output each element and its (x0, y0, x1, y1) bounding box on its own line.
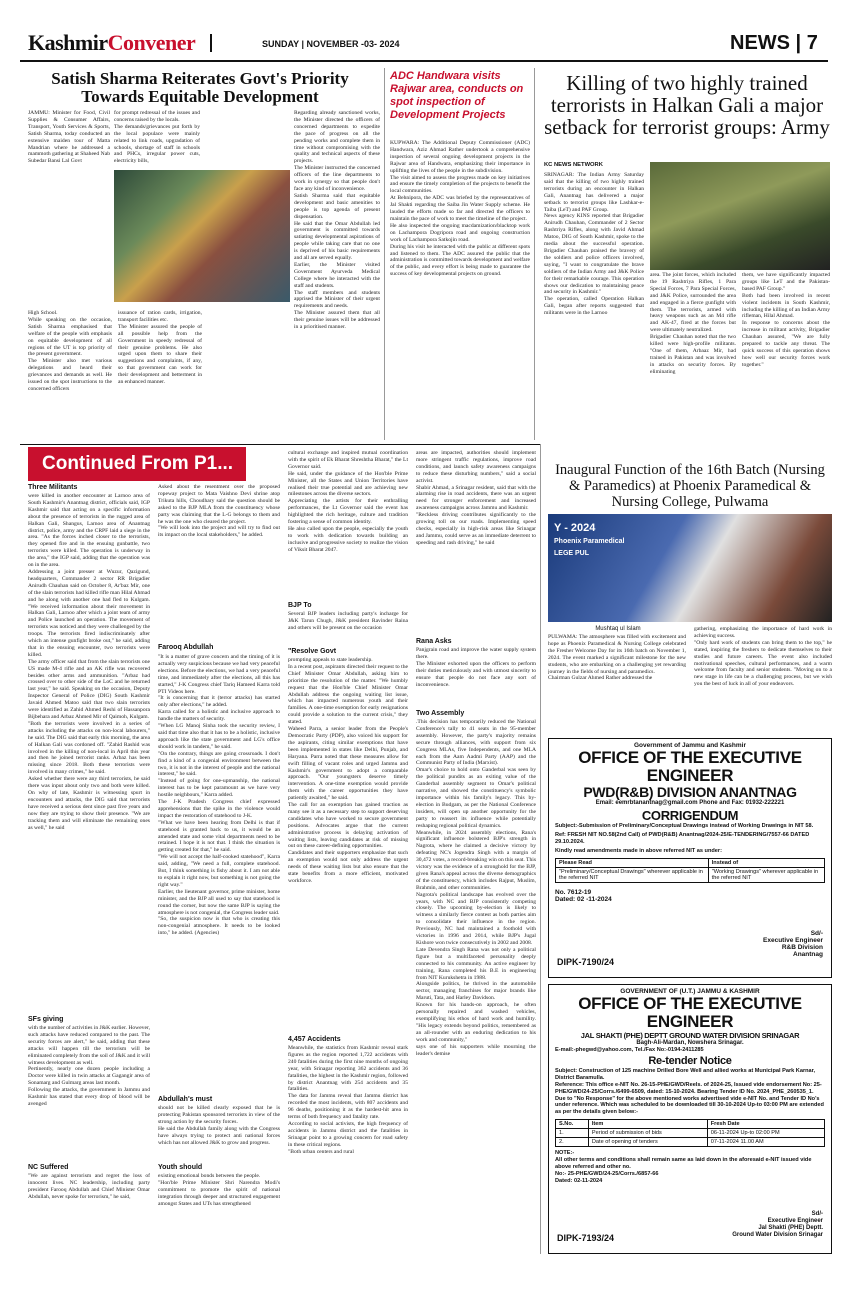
table-cell: 1. (556, 1129, 589, 1138)
story1-headline: Satish Sharma Reiterates Govt's Priority Towards Equitable Development (51, 69, 349, 106)
table-header: S.No. (556, 1120, 589, 1129)
table-cell: 06-11-2024 Up-to 02:00 PM (707, 1129, 824, 1138)
continued-col2d: existing emotional bonds between the people. "Hon'ble Prime Minister Shri Narendra Modi's commitment to promote the spirit of national integration through deeper and structured engagement amongst States and UTs has strengthened (158, 1173, 280, 1207)
continued-col2c: should not be killed clearly exposed that he is protecting Pakistan sponsored terrorists in view of the strong action by the security forces. He said the Abdullah family along with the Congress have always trying to protect anti national forces which has not allowed J&K to grow and progress. (158, 1105, 280, 1146)
notice-ref: Ref: FRESH NIT NO.58(2nd Call) of PWD(R&B) Anantnag/2024-25/E-TENDERING/7557-66 DATED 29.10.2024. (555, 831, 810, 845)
story3-photo (650, 162, 830, 270)
table-header: Instead of (708, 858, 824, 867)
issue-date: SUNDAY | NOVEMBER -03- 2024 (262, 39, 400, 49)
table-cell: 2. (556, 1138, 589, 1147)
continued-col3a: cultural exchange and inspired mutual coordination with the spirit of Ek Bharat Shreshtha Bharat," the Lt Governor said. He said, under the guidance of the Hon'ble Prime Minister, all the States and Union Territories have realised their true potential and are achieving new milestones across the diverse sectors. Appreciating the artists for their enthralling performances, the Lt Governor said the event has highlighted the rich heritage, culture and tradition fostering a sense of common identity. He also called upon the people, especially the youth to work with dedication towards building an inclusive and progressive society to realize the vision of Viksit Bharat 2047. (288, 450, 408, 553)
notice-reference: Reference: This office e-NIT No. 26-15-PHE/GWD/Reels. of 2024-25, Issued vide endorsement No: 25-PHE/GWD/24-25/Corrs./6499-6509, dated: 15-10-2024. Bearing Tender ID No. 2024_PHE_260535_1. (555, 1081, 822, 1095)
continued-col1-sub: SFs giving (28, 1016, 64, 1023)
notice-due: Due to "No Response" for the above mentioned works advertised vide e-NIT No. and Tender ID No's under reference. Which was scheduled to be downloaded till 30-10-2024 Up-to 03:00 PM are extended as per the details given below:- (555, 1095, 824, 1116)
notice-subject: Subject:-Submission of Preliminary/Conceptual Drawings instead of Working Drawings in NIT 58. (555, 823, 814, 829)
banner-text: LEGE PUL (554, 550, 590, 557)
notice-contact: E-mail:-phegwd@yahoo.com, Tel./Fax No:-0194-2411285 (555, 1047, 704, 1053)
continued-col1d: "We are against terrorism and regret the loss of innocent lives. NC leadership, including party president Farooq Abdullah and Chief Minister Omar Abdullah, never spoke for terrorism," he said, (28, 1173, 150, 1200)
story4-byline: Mushtaq ul Islam (595, 626, 641, 632)
continued-banner: Continued From P1... (28, 447, 246, 481)
continued-col4c: .This decision has temporarily reduced the National Conference's tally to 41 seats in the 95-member assembly. However, the party's majority remains secure through alliances, with support from six Congress MLAs, five Independents, and one MLA each from the Aam Aadmi Party (AAP) and the Communist Party of India (Marxist). Omar's choice to hold onto Ganderbal was seen by the political pundits as an exiting value of the Ganderbal assembly segment to Omar's political narrative, and showed the constituency's symbolic importance within his family's legacy. This by-election in Budgam, as per the National Conference insiders, will open up another opportunity for the party to reassert its influence while potentially reshaping regional political dynamics. Meanwhile, in 2024 assembly elections, Rana's significant influence bolstered BJP's strength in Nagrota, where he claimed a decisive victory by defeating NC's Jogendra Singh with a margin of 30,472 votes, a record-breaking win on this seat. This victory was the evidence of a stronghold for the BJP, given Rana's appeal across the diverse demographics of the constituency, which includes Rajput, Muslim, Brahmin, and other communities. Nagrota's political landscape has evolved over the years, with NC and BJP consistently competing closely. The upcoming by-election is likely to witness a similarly fierce contest as both parties aim to consolidate their influence in the region. Previously, NC had maintained a foothold with victories in 1996 and 2014, while BJP's Jugal Kishore won twice consecutively in 2002 and 2008. Late Devendra Singh Rana was not only a political figure but a multifaceted personality deeply connected to his community. An active engineer by training, Rana completed his B.E in engineering from NIT Kurukshetra in 1988. Alongside politics, he thrived in the automobile sector, managing franchises for major brands like Maruti, Tata, and Harley Davidson. Known for his hands-on approach, he often personally repaired and washed vehicles, exemplifying his ethos of hard work and humility. "His legacy extends beyond politics, remembered as an all-rounder with an enduring dedication to his work and community," says one of his supporters while mourning the leader's demise (416, 719, 536, 1057)
continued-col3d: Meanwhile, the statistics from Kashmir reveal stark figures as the region reported 1,722 accidents with 240 fatalities during the first nine months of ongoing year, with Srinagar reporting 362 accidents and 36 fatalities, the highest in the Kashmir region, followed by district Anantnag with 254 accidents and 35 fatalities. The data for Jammu reveal that Jammu district has recorded the most incidents, with 807 accidents and 96 deaths, positioning it as the hardest-hit area in terms of both frequency and fatality rate. According to social activists, the high frequency of accidents in Jammu district and the fatalities in Srinagar point to a growing concern for road safety in these critical regions. "Both urban centers and rural (288, 1045, 408, 1155)
notice-dipk: DIPK-7193/24 (557, 1233, 615, 1243)
notice-title: CORRIGENDUM (641, 808, 739, 823)
story1-col3: Regarding already sanctioned works, the Minister directed the officers of concerned departments to expedite the pace of progress on all the pending works and complete them in time without compromising with the quality and technical aspects of these projects. The Minister instructed the concerned officers of the line departments to work in synergy so that people don't face any kind of inconvenience. Satish Sharma said that equitable development and basic amenities to people is top agenda of present dispensation. He said that the Omar Abdullah led government is committed towards satiating developmental aspirations of people while taking care that no one is deprived of his basic requirements and all are served equally. Earlier, the Minister visited Government Ayurveda Medical College where he interacted with the staff and students. The staff members and students apprised the Minister of their urgent requirements and needs. The Minister assured them that all their genuine issues will be addressed in a prioritised manner. (294, 110, 380, 331)
continued-col3-sub: BJP To (288, 602, 312, 609)
notice-office: OFFICE OF THE EXECUTIVE ENGINEER (578, 748, 802, 785)
table-header: Item (588, 1120, 707, 1129)
continued-col2-sub2: Abdullah's must (158, 1096, 213, 1103)
story3-col2: area. The joint forces, which included the 19 Rashtriya Rifles, 1 Para Special Forces, 7 Para Special Forces, and J&K Police, surrounded the area and engaged in a fierce gunfight with them. The terrorists, armed with heavy weapons such as an M4 rifle and AK-47, fired at the forces but were ultimately neutralized. Brigadier Chauhan noted that the two killed were high-profile militants. "One of them, Arbaaz Mir, had trained in Pakistan and was involved in attacks on security forces. By eliminating (650, 272, 736, 375)
continued-col3c: prompting appeals to state leadership. In a recent post, aspirants directed their request to the Chief Minister Omar Abdullah, asking him to prioritize the resolution of the matter. "We humbly request that the Hon'ble Chief Minister Omar Abdullah address the ongoing waiting list issue, which has impacted numerous youth and their families. A one-time exemption for early resignations could provide a solution to the current crisis," they stated. Waheed Parra, a senior leader from the People's Democratic Party (PDP), also voiced his support for the aspirants, citing similar exemptions that have been implemented in states like Delhi, Punjab, and Haryana. Parra noted that these measures allow for swift filling of vacant roles and urged Jammu and Kashmir's government to adopt a comparable approach. "Our youngsters deserve timely intervention. A one-time exemption would provide them with the career opportunities they have patiently awaited," he said. The call for an exemption has gained traction as many see it as a necessary step to support deserving candidates who have worked to secure government positions. Advocates argue that the current administrative process is delaying activation of waiting lists, leaving candidates at risk of missing out on these career-defining opportunities. Candidates and their supporters emphasize that such an exemption would not only address the urgent needs of these waiting lists but also ensure that the state benefits from a more efficient, motivated workforce. (288, 657, 408, 884)
story3-headline: Killing of two highly trained terrorists in Halkan Gali a major setback for terrorist groups: Army (544, 71, 830, 139)
notice-title: Re-tender Notice (648, 1054, 732, 1067)
notice-signature: Sd/- Executive Engineer R&B Division Anantnag (763, 930, 823, 958)
table-header: Fresh Date (707, 1120, 824, 1129)
table-cell: Date of opening of tenders (588, 1138, 707, 1147)
continued-col2b: "It is a matter of grave concern and the timing of it is actually very suspicious because we had very peaceful elections. Before the elections, we had a very peaceful time, and immediately after the elections, all this has started," J-K Congress chief Tariq Hameed Karra told PTI Videos here. "It is concerning that it (terror attacks) has started only after elections," he added. Karra called for a holistic and inclusive approach to handle the matters of security. "When LG Manoj Sinha took the security review, I said that time also that it has to be a holistic, inclusive approach like the state government and LG's office should work in tandem," he said. "On the contrary, things are going crossroads. I don't find a kind of a congenial environment between the two, it is not in the interest of people and the national interest," he said. "Instead of going for one-upmanship, the national interest has to be kept paramount as we have very hostile neighbours," Karra added. The J-K Pradesh Congress chief expressed apprehensions that the spike in the violence would impact the restoration of statehood to J-K. "What we have been hearing from Delhi is that if statehood is granted back to us, it would be an amended state and some vital departments need to be retained. I hope it is not that. I think the situation is getting created for that," he said. "We will not accept the half-cooked statehood", Karra said, adding, "We need a full, complete statehood. But, I think something is fishy about it. I am not able to explain it right now, but something is not going the right way." Earlier, the lieutenant governor, prime minister, home minister, and the BJP all used to say that statehood is round the corner, but now the same BJP is saying the atmosphere is not congenial, the Congress leader said. "So, the suspicion now is that who is creating this non-congenial atmosphere. It needs to be looked into," he added. (Agencies) (158, 654, 280, 937)
table-cell: Period of submission of bids (588, 1129, 707, 1138)
table-cell: 07-11-2024 11.00 AM (707, 1138, 824, 1147)
notice-signature: Sd/- Executive Engineer Jal Shakti (PHE) Deptt. Ground Water Division Srinagar (732, 1211, 823, 1238)
story1-photo (114, 170, 290, 302)
column-rule (540, 444, 541, 1254)
notice-gov: GOVERNMENT OF (U.T.) JAMMU & KASHMIR (620, 988, 760, 995)
masthead (0, 0, 848, 62)
story4-col2: gathering, emphasizing the importance of hard work in achieving success. "Only hard work of students can bring them to the top," he stated, inspiring the freshers to dedicate themselves to their studies and future careers. The event also included motivational speeches, cultural performances, and a warm welcome from faculty and senior students. "Moving on to a new stage in life can be a challenging process, but we wish you the best of luck in all of your endeavors. (694, 626, 832, 688)
story3-col3: them, we have significantly impacted groups like LeT and the Pakistan-based PAF Group." Both had been involved in recent violent incidents in South Kashmir, including the killing of an Indian Army rifleman, Hilal Ahmad. In response to concerns about the increase in militant activity, Brigadier Chauhan assured, "We are fully prepared to tackle any threat. The quick success of this operation shows how well our security forces work together." (742, 272, 830, 368)
story1-col1: JAMMU: Minister for Food, Civil Supplies & Consumer Affairs, Transport, Youth Services & Sports, Satish Sharma, today conducted an extensive maiden tour of Matta Mandrian where he addressed a mammoth gathering at Shaheed Nab Subedar Bansi Lal Govt (28, 110, 110, 165)
table-cell: "Working Drawings" wherever applicable in the referred NIT (708, 867, 824, 882)
continued-col3-sub2: "Resolve Govt (288, 648, 337, 655)
story1-col1b: High School. While speaking on the occasion, Satish Sharma emphasised that welfare of the people with emphasis on equitable development of all regions of the UT is top priority of the present government. The Minister also met various delegations and heard their grievances and demands as well. He issued on the spot instructions to the concerned officers (28, 310, 112, 392)
banner-text: Y - 2024 (554, 522, 596, 534)
story2-headline: ADC Handwara visits Rajwar area, conducts on spot inspection of Development Projects (390, 70, 524, 121)
notice-gov: Government of Jammu and Kashmir (634, 742, 746, 749)
notice-dated: Dated: 02 -11-2024 (555, 895, 612, 903)
continued-col4-sub2: Two Assembly (416, 710, 465, 717)
story1-col2b: issuance of ration cards, irrigation, transport facilities etc. The Minister assured the people of all possible help from the Government in speedy redressal of their genuine problems. He also urged upon them to share their suggestions and complaints, if any, so that government can work for their development and betterment in an enhanced manner. (118, 310, 202, 386)
notice-division: JAL SHAKTI (PHE) DEPTT GROUND WATER DIVISION SRINAGAR (580, 1031, 800, 1040)
section-label: NEWS | 7 (730, 32, 818, 54)
corrigendum-table (555, 858, 825, 883)
continued-col4b: Panjgrain road and improve the water supply system there. The Minister exhorted upon the officers to perform their duties meticulously and with utmost sincerity to ensure that people do not face any sort of inconvenience. (416, 647, 536, 688)
continued-col1c: with the number of activities in J&K earlier. However, such attacks have reduced compared to the past. The security forces are alert," he said, adding that these attacks will happen till the terrorism will be eliminated completely from the soil of J&K and it will witness development as well. Pertinently, nearly one dozen people including a Doctor were killed in twin attacks at Gagangir area of Sonamarg and Gulmarg areas last month. Following the attacks, the government in Jammu and Kashmir has stated that every drop of blood will be avenged (28, 1025, 150, 1107)
table-header: Please Read (556, 858, 709, 867)
tender-notice-anantnag (548, 738, 832, 978)
notice-subject: Subject: Construction of 125 machine Drilled Bore Well and allied works at Municipal Park Karnar, District Baramulla. (555, 1067, 816, 1081)
continued-col1-title: Three Militants (28, 484, 78, 491)
story3-col1: SRINAGAR: The Indian Army Saturday said that the killing of two highly trained terrorists during an encounter in Halkan Gali, Anantnag has delivered a major setback to terrorist groups like Lashkar-e-Taiba (LeT) and PAF Group. News agency KINS reported that Brigadier Anirudh Chauhan, Commander of 2 Sector Rashtriya Rifles, along with Javid Ahmad Matoo, DIG of South Kashmir, spoke to the media about the successful operation. Brigadier Chauhan praised the bravery of the soldiers and police officers involved, saying, "I want to congratulate the brave soldiers of the Indian Army and J&K Police for their remarkable courage. This operation shows our dedication to maintaining peace and security in Kashmir." The operation, called Operation Halkan Gali, began after reports suggested that militants were in the Larnoo (544, 172, 644, 317)
masthead-divider (210, 34, 212, 52)
column-rule (534, 68, 535, 440)
notice-note: NOTE:- All other terms and conditions shall remain same as laid down in the aforesaid e-NIT issued vide above referred and other no. No:- 25-PHE/GWD/24-25/Corrs./6857-66 Dated: 02-11-2024 (555, 1150, 812, 1184)
story2-body: KUPWARA: The Additional Deputy Commissioner (ADC) Handwara, Aziz Ahmad Rather undertook a comprehensive inspection of several ongoing development projects in the Rajwar area of Handwara, emphasizing their importance in uplifting the lives of the people in the subdivision. The visit aimed to assess the progress made on key initiatives and ensure the timely completion of the projects to benefit the local communities. At Behnipora, the ADC was briefed by the representatives of Jal Shakti regarding the Saiba Jin Water Supply scheme. He lauded the efforts made so far and directed the officers to maintain the pace of work to meet the timeline of the project. He also inspected the ongoing macdamization/blacktop work on Lachampora Dogripora road and ongoing construction work of Lachampora Satkojin road. During his visit he interacted with the public at different spots and listened to them. The ADC assured the public that the administration is committed towards development and welfare of the public, and every effort is being made to guarantee the success of key developmental projects on ground. (390, 140, 530, 278)
notice-office: OFFICE OF THE EXECUTIVE ENGINEER (578, 994, 802, 1031)
notice-contact: Email: eemrbtanantnag@gmail.com Phone and Fax: 01932-222221 (595, 800, 785, 806)
story1-col2-cont (204, 110, 290, 170)
continued-col4a: areas are impacted, authorities should implement more stringent traffic regulations, improve road conditions, and launch safety awareness campaigns to reduce these disturbing numbers," said a social activist. Shabir Ahmad, a Srinagar resident, said that with the alarming rise in road accidents, there was an urgent need for stronger enforcement and increased awareness campaigns across Jammu and Kashmir. "Reckless driving contributes significantly to the growing toll on our roads. Implementing speed checks, especially in high-risk areas like Srinagar and Jammu, could serve as an immediate deterrent to speeding and rash driving," he said (416, 450, 536, 546)
notice-no: No. 7612-19 (555, 888, 592, 896)
story4-photo (548, 514, 832, 622)
newspaper-logo: KashmirConvener (28, 30, 196, 55)
section-rule (20, 444, 540, 445)
table-cell: "Preliminary/Conceptual Drawings" wherever applicable in the referred NIT (556, 867, 709, 882)
story4-headline: Inaugural Function of the 16th Batch (Nursing & Paramedics) at Phoenix Paramedical & Nursing College, Pulwama (555, 462, 825, 510)
continued-col1: were killed in another encounter at Larnoo area of South Kashmir's Anantnag district, officials said, IGP Kashmir said that acting on a specific information about the presence of terrorists in the rugged area of Halkan Gali, Shangus, Larnoo area of Anantnag district, police, army and the CRPF laid a siege in the area. "As the forces inched closer to the terrorists, they opened fire and in the ensuing gunbattle, two terrorists were killed. The operation is underway in the area," the IGP said, adding that the operation was on in the area. Addressing a joint presser at Wuzur, Qazigund, headquarters, Commander 2 sector RR Brigadier Anirudh Chauhan said on October 8, Ar'baz Mir, one of the slain terrorists had killed rifle man Hilal Ahmad and he along with another one had fled to Kulgam. "We received information about their movement in Halkan Gali, Larnoo after which a joint team of army and Police launched an operation. The movement of terrorists was noticed and they were challenged by the troops. The terrorists fired indiscriminately after which an intense gunfight broke out," he said, adding that in the ensuing encounter, two terrorists were killed. The army officer said that from the slain terrorists one US made M-4 rifle and an AK rifle was recovered besides other arms and ammunition. "Arbaz had crossed over to other side of the LoC and he returned last year," he said. Speaking on the occasion, Deputy Inspector General of Police (DIG) South Kashmir Javaid Ahmed Matoo said that two slain terrorists were identified as Zahid Ahmed Reshi of Hassanpora Bijbehara and Arbaz Ahmed Mir of Qaimoh, Kulgam. "Both the terrorists were involved in a series of attacks including the attacks on non-local labourers," he said. The DIG said that early this morning, the area of Halkan Gali was cordoned off. "Zahid Rashid was involved in the killing of non-local in April this year and then he joined terrorist ranks. Arbaz has been missing since 2018. Both these terrorists were involved in many crimes," he said. Asked whether there were any third terrorists, he said there was input about only two and both were killed. On why of late, Kashmir is witnessing spurt in encounters and attacks, the DIG said that terrorists have received a serious dent since past five years and now they are trying to show their presence. "We are tracking them and will eliminate the remaining ones as well," he said (28, 493, 150, 831)
story4-col1: PULWAMA: The atmosphere was filled with excitement and hope as Phoenix Paramedical & Nursing College celebrated the Fresher Welcome Day for its 16th batch on November 1, 2024. The event marked a significant milestone for the new students, who are embarking on a challenging yet rewarding journey in the fields of nursing and paramedics. Chairman Gulzar Ahmed Rather addressed the (548, 634, 686, 682)
schedule-table (555, 1119, 825, 1147)
story3-byline: KC NEWS NETWORK (544, 162, 603, 168)
story1-col2: for prompt redressal of the issues and concerns raised by the locals. The demands/grievances put forth by the local populace were mainly related to link roads, upgradation of schools, shortage of staff in schools and PHCs, irregular power cuts, electricity bills, (114, 110, 200, 165)
masthead-rule (20, 60, 828, 62)
notice-address: Bagh-Ali-Mardan, Nowshera Srinagar. (636, 1040, 744, 1046)
continued-col2a: Asked about the resentment over the proposed ropeway project to Mata Vaishno Devi shrine atop Trikuta hills, Choudhary said the question should be asked to the BJP MLA from the constituency whose party was claiming that the L-G belongs to them and he was the one who cleared the project. "We will look into the project and will try to find out its impact on the local stakeholders," he added. (158, 484, 280, 539)
notice-dipk: DIPK-7190/24 (557, 957, 615, 967)
notice-intro: Kindly read amendments made in above referred NIT as under: (555, 847, 722, 854)
column-rule (384, 68, 385, 440)
banner-text: Phoenix Paramedical (554, 538, 625, 545)
notice-division: PWD(R&B) DIVISION ANANTNAG (583, 784, 797, 800)
tender-notice-jal-shakti (548, 984, 832, 1254)
continued-col3-sub3: 4,457 Accidents (288, 1036, 341, 1043)
continued-col2-sub3: Youth should (158, 1164, 203, 1171)
continued-col1-sub2: NC Suffered (28, 1164, 69, 1171)
continued-col2-sub: Farooq Abdullah (158, 644, 214, 651)
continued-col3b: Several BJP leaders including party's incharge for J&K Tarun Chugh, J&K president Ravinder Raina and others will be present on the occasion (288, 611, 408, 631)
continued-col4-sub: Rana Asks (416, 638, 452, 645)
